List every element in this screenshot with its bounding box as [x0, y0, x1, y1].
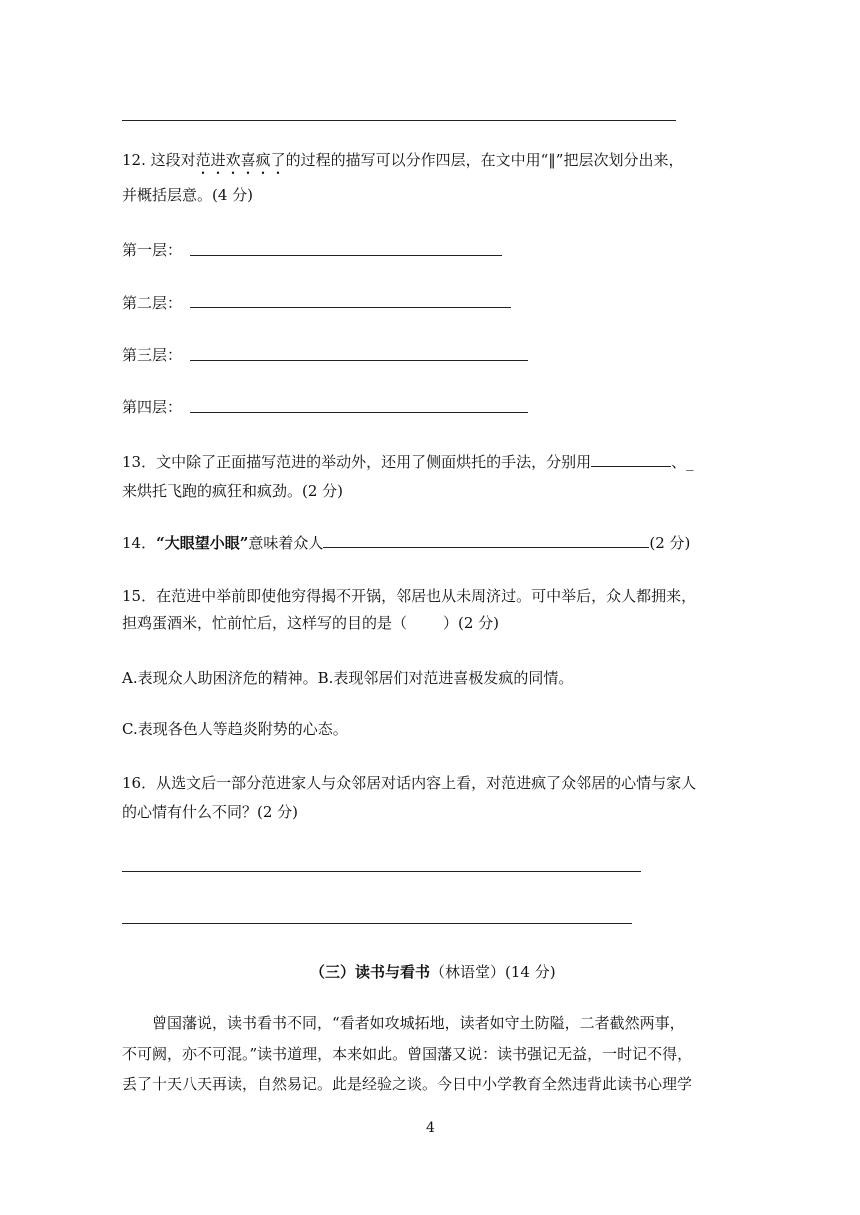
q16-line2: 的心情有什么不同？(2 分) [122, 803, 299, 821]
q15-options-ab: A.表现众人助困济危的精神。B.表现邻居们对范进喜极发疯的同情。 [122, 669, 574, 687]
passage-line-2: 不可阙，亦不可混。”读书道理，本来如此。曾国藩又说：读书强记无益，一时记不得， [122, 1045, 693, 1063]
q16-answer-line-1[interactable] [122, 871, 641, 872]
q14-quote: “大眼望小眼” [156, 534, 249, 552]
q15-option-c: C.表现各色人等趋炎附势的心态。 [122, 720, 348, 738]
layer-1-answer-line[interactable] [190, 255, 502, 256]
q12-line2: 并概括层意。(4 分) [122, 186, 254, 204]
section-title-score: (14 分) [505, 963, 556, 981]
q15-score: ）(2 分) [443, 614, 500, 632]
q13-blank-1[interactable] [591, 452, 671, 467]
q14-prefix: 14． [122, 534, 157, 552]
q14-mid: 意味着众人 [248, 534, 324, 552]
q16-answer-line-2[interactable] [122, 923, 632, 924]
page-number: 4 [426, 1120, 435, 1136]
section-title-author: （林语堂） [430, 963, 506, 981]
q12-line1 [122, 149, 683, 178]
q13-line1 [122, 451, 694, 472]
answer-line-top[interactable] [122, 120, 676, 121]
layer-1-label: 第一层： [122, 241, 183, 259]
layer-4-answer-line[interactable] [190, 412, 528, 413]
q13-separator: 、_ [671, 453, 694, 471]
layer-2-answer-line[interactable] [190, 307, 511, 308]
passage-line-3: 丢了十天八天再读，自然易记。此是经验之谈。今日中小学教育全然违背此读书心理学 [122, 1075, 693, 1093]
section-title [310, 961, 556, 982]
q16-line1: 16．从选文后一部分范进家人与众邻居对话内容上看，对范进疯了众邻居的心情与家人 [122, 774, 697, 792]
q14-blank[interactable] [323, 533, 649, 548]
q13-text: 13．文中除了正面描写范进的举动外，还用了侧面烘托的手法，分别用 [122, 453, 592, 471]
q12-prefix: 12. 这段对 [122, 151, 196, 169]
q15-line2 [122, 612, 499, 633]
layer-2-label: 第二层： [122, 294, 183, 312]
q15-line1: 15．在范进中举前即使他穷得揭不开锅，邻居也从未周济过。可中举后，众人都拥来， [122, 587, 697, 605]
q14-line [122, 532, 690, 553]
q12-dotted-phrase: 范进欢喜疯了 [195, 151, 286, 169]
q15-stem: 担鸡蛋酒米，忙前忙后，这样写的目的是（ [122, 614, 408, 632]
q12-suffix: 的过程的描写可以分作四层，在文中用“‖”把层次划分出来， [285, 151, 684, 169]
section-title-main: （三）读书与看书 [310, 963, 431, 981]
q14-score: (2 分) [649, 534, 691, 552]
passage-line-1: 曾国藩说，读书看书不同，“看者如攻城拓地，读者如守土防隘，二者截然两事， [152, 1014, 685, 1032]
layer-4-label: 第四层： [122, 398, 183, 416]
q13-line2: 来烘托飞跑的疯狂和疯劲。(2 分) [122, 482, 344, 500]
layer-3-label: 第三层： [122, 346, 183, 364]
layer-3-answer-line[interactable] [190, 360, 528, 361]
